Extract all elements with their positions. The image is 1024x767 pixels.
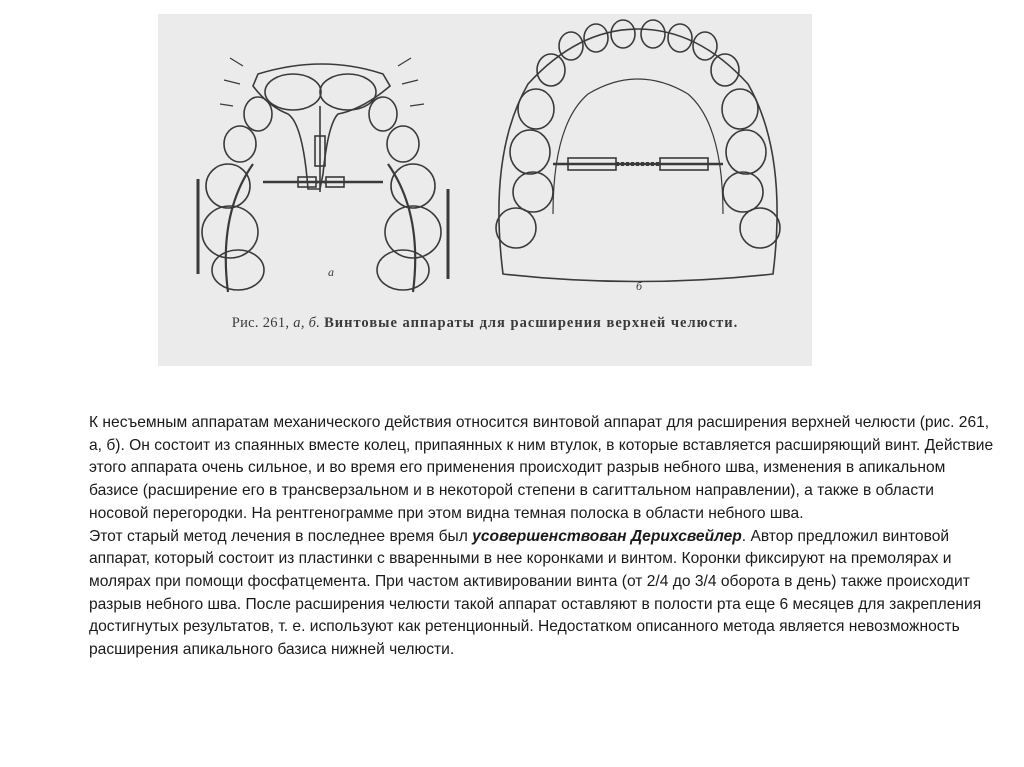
label-b: б bbox=[636, 279, 643, 293]
expansion-screw-a bbox=[263, 177, 383, 187]
palatal-plate-a bbox=[253, 64, 390, 189]
caption-ab: а, б. bbox=[293, 315, 321, 331]
paragraph-2: Этот старый метод лечения в последнее время был усовершенствован Дерихсвейлер. Автор предложил винтовой аппарат, который состоит из пластинки с вваренными в нее коронками и винтом. Коронки фиксируют на премолярах и молярах при помощи фосфатцемента. При частом активировании винта (от 2/4 до 3/4 оборота в день) также происходит разрыв небного шва. После расширения челюсти такой аппарат оставляют в полости рта еще 6 месяцев для закрепления достигнутых результатов, т. е. используют как ретенционный. Недостатком описанного метода является невозможность расширения апикального базиса нижней челюсти. bbox=[89, 527, 982, 659]
dental-illustration bbox=[158, 14, 812, 366]
paragraph-1: К несъемным аппаратам механического действия относится винтовой аппарат для расширения верхней челюсти (рис. 261, а, б). Он состоит из спаянных вместе колец, припаянных к ним втулок, в которые вставляется расширяющий винт. Действие этого аппарата очень сильное, и во время его применения происходит разрыв небного шва, изменения в апикальном базисе (расширение его в трансверзальном и в некоторой степени в сагиттальном направлении), а также в области носовой перегородки. На рентгенограмме при этом видна темная полоска в области небного шва. bbox=[89, 414, 994, 522]
body-text bbox=[89, 412, 994, 662]
label-a: а bbox=[328, 265, 334, 279]
figure-261 bbox=[158, 14, 812, 366]
right-teeth-a bbox=[369, 97, 441, 290]
figure-caption bbox=[158, 315, 812, 332]
caption-prefix: Рис. 261, bbox=[231, 315, 290, 331]
upper-jaw-b bbox=[496, 20, 780, 282]
caption-title: Винтовые аппараты для расширения верхней челюсти. bbox=[324, 315, 739, 331]
derichsweiler-emphasis: усовершенствован Дерихсвейлер bbox=[472, 527, 742, 545]
expansion-screw-b bbox=[553, 158, 723, 170]
